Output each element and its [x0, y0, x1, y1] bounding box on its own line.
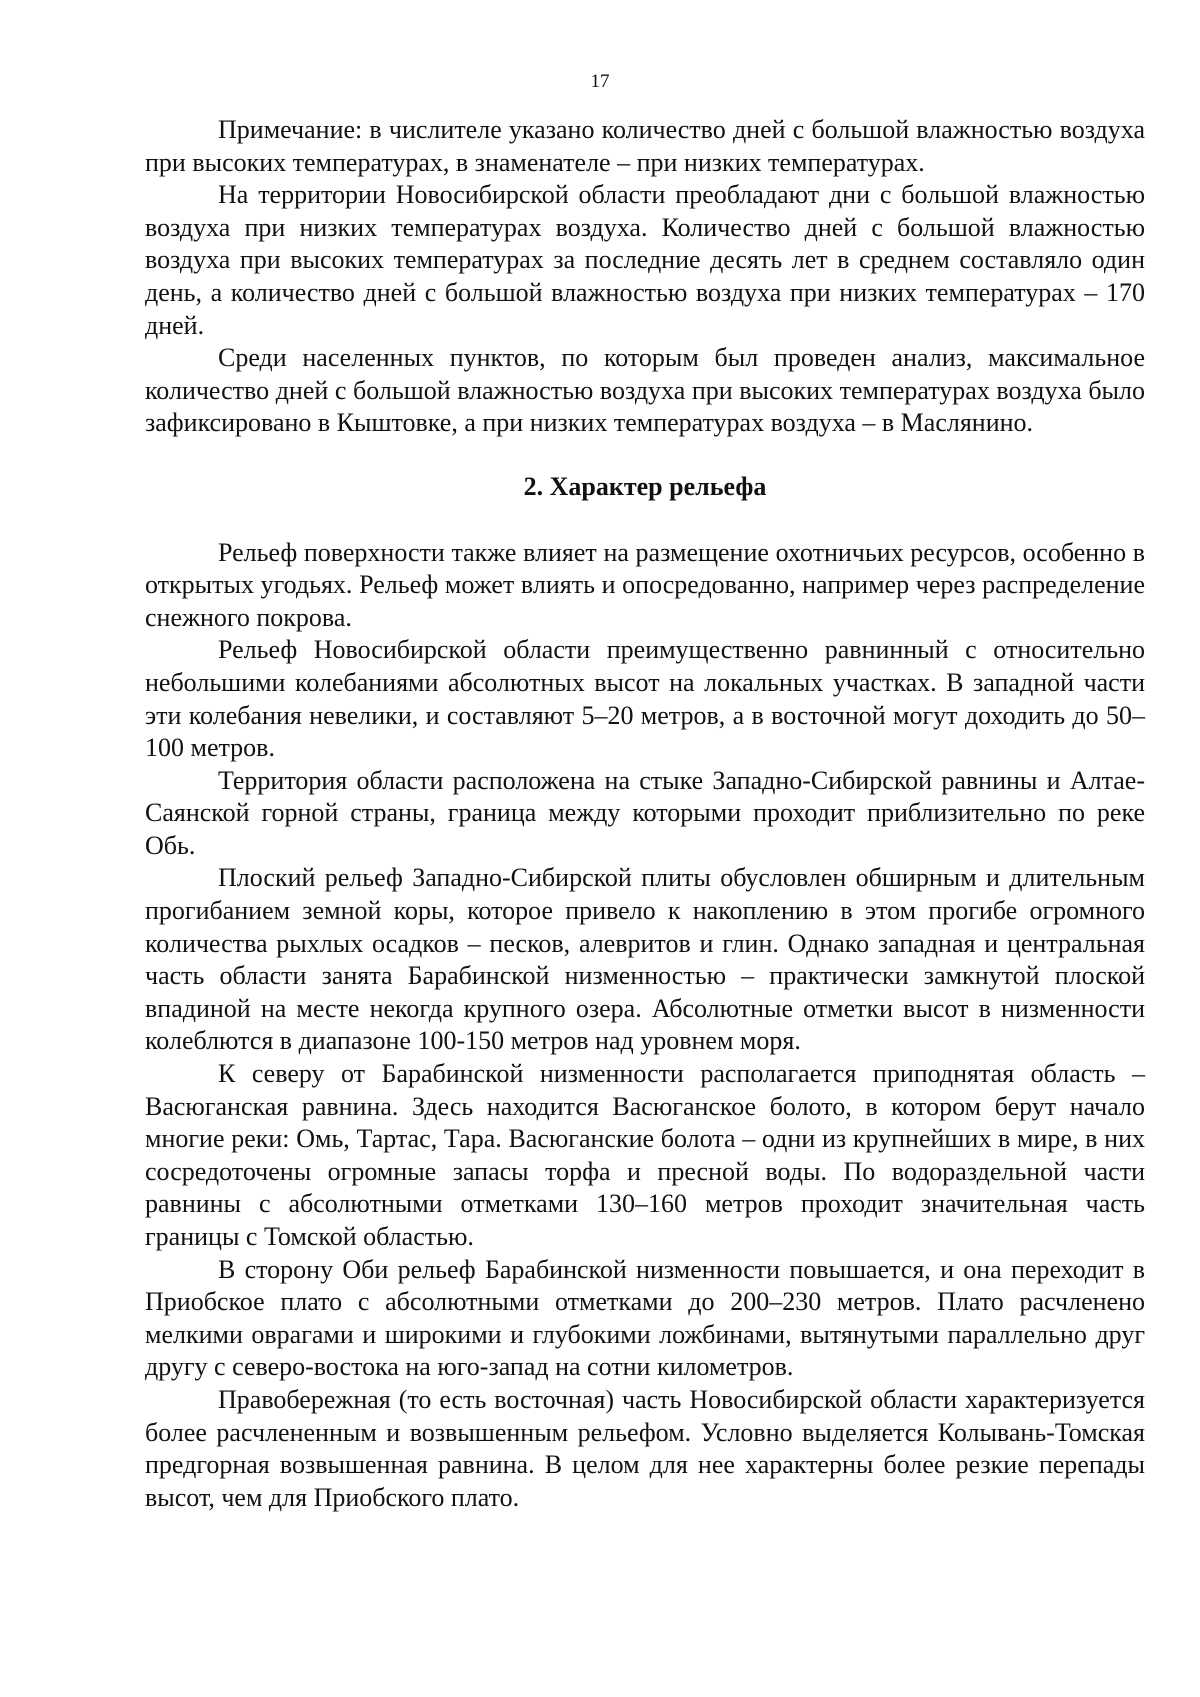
paragraph-settlements: Среди населенных пунктов, по которым был проведен анализ, максимальное количество дней с большой влажностью воздуха при высоких температурах воздуха было зафиксировано в Кыштовке, а при низких температурах воздуха – в Маслянино.	[145, 343, 1145, 438]
paragraph-note: Примечание: в числителе указано количество дней с большой влажностью воздуха при высоких температурах, в знаменателе – при низких температурах.	[145, 115, 1145, 177]
paragraph-west-siberian-plate: Плоский рельеф Западно-Сибирской плиты обусловлен обширным и длительным прогибанием земной коры, которое привело к накоплению в этом прогибе огромного количества рыхлых осадков – песков, алевритов и глин. Однако западная и центральная часть области занята Барабинской низменностью – практически замкнутой плоской впадиной на месте некогда крупного озера. Абсолютные отметки высот в низменности колеблются в диапазоне 100-150 метров над уровнем моря.	[145, 863, 1145, 1056]
paragraph-humidity-days: На территории Новосибирской области преобладают дни с большой влажностью воздуха при низких температурах воздуха. Количество дней с большой влажностью воздуха при высоких температурах за последние десять лет в среднем составляло один день, а количество дней с большой влажностью воздуха при низких температурах – 170 дней.	[145, 180, 1145, 340]
section-heading: 2. Характер рельефа	[523, 471, 767, 501]
paragraph-relief-plain: Рельеф Новосибирской области преимущественно равнинный с относительно небольшими колебаниями абсолютных высот на локальных участках. В западной части эти колебания невелики, и составляют 5–20 метров, а в восточной могут доходить до 50–100 метров.	[145, 635, 1145, 763]
paragraph-right-bank: Правобережная (то есть восточная) часть Новосибирской области характеризуется более расчлененным и возвышенным рельефом. Условно выделяется Колывань-Томская предгорная возвышенная равнина. В целом для нее характерны более резкие перепады высот, чем для Приобского плато.	[145, 1384, 1145, 1512]
document-body	[145, 114, 1145, 1514]
paragraph-vasyugan: К северу от Барабинской низменности располагается приподнятая область – Васюганская равнина. Здесь находится Васюганское болото, в котором берут начало многие реки: Омь, Тартас, Тара. Васюганские болота – одни из крупнейших в мире, в них сосредоточены огромные запасы торфа и пресной воды. По водораздельной части равнины с абсолютными отметками 130–160 метров проходит значительная часть границы с Томской областью.	[145, 1059, 1145, 1251]
paragraph-territory: Территория области расположена на стыке Западно-Сибирской равнины и Алтае-Саянской горной страны, граница между которыми проходит приблизительно по реке Обь.	[145, 765, 1145, 860]
paragraph-relief-influence: Рельеф поверхности также влияет на размещение охотничьих ресурсов, особенно в открытых угодьях. Рельеф может влиять и опосредованно, например через распределение снежного покрова.	[145, 537, 1145, 632]
paragraph-priobskoe-plateau: В сторону Оби рельеф Барабинской низменности повышается, и она переходит в Приобское плато с абсолютными отметками до 200–230 метров. Плато расчленено мелкими оврагами и широкими и глубокими ложбинами, вытянутыми параллельно друг другу с северо-востока на юго-запад на сотни километров.	[145, 1254, 1145, 1382]
page-number: 17	[590, 71, 610, 92]
